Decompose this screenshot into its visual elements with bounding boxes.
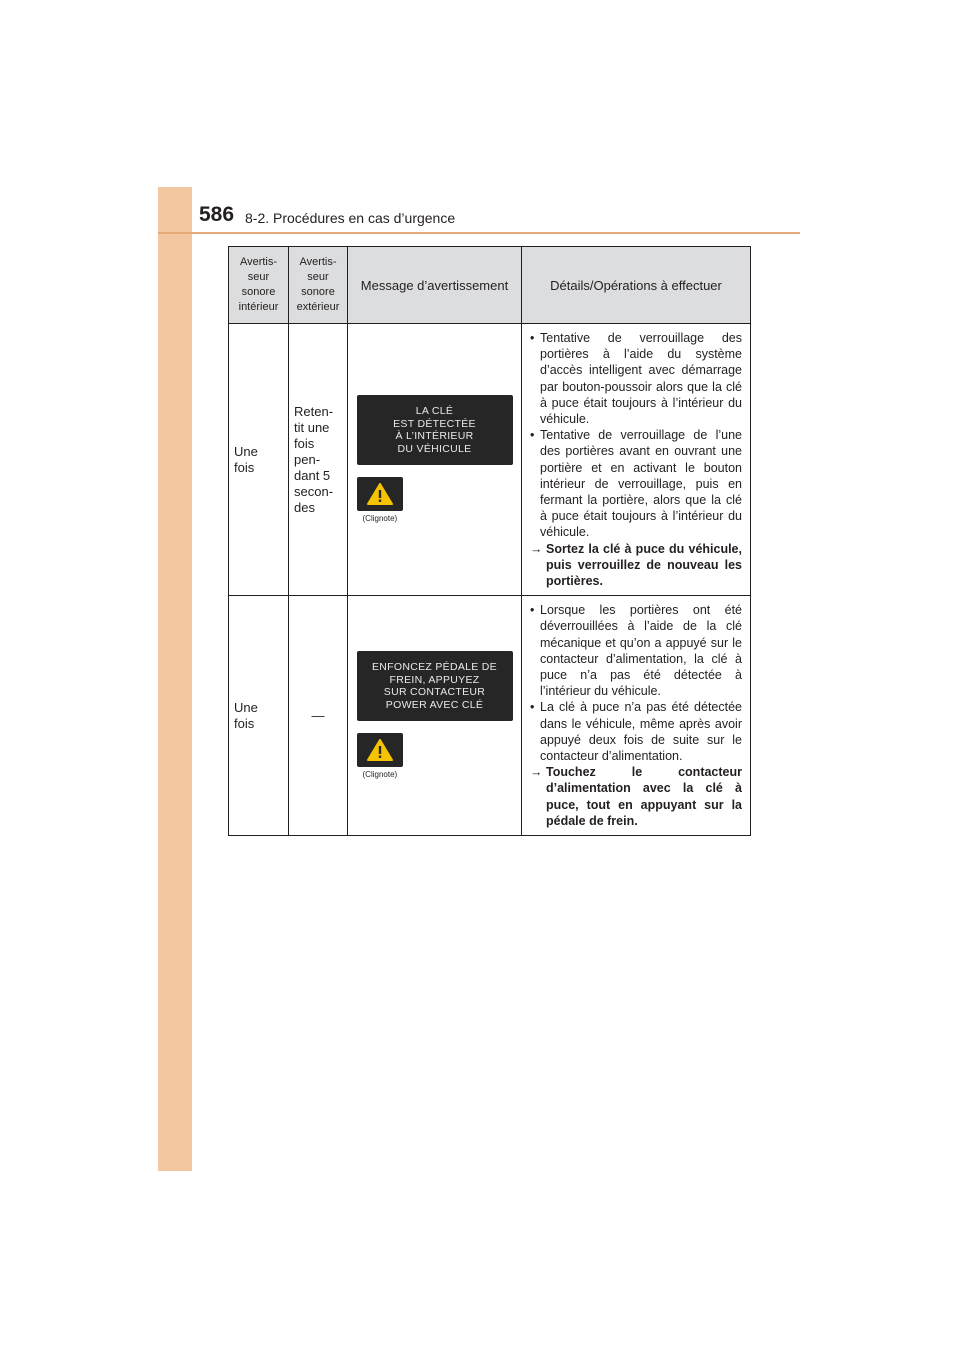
- page-number: 586: [199, 203, 235, 226]
- details-cell: [522, 324, 751, 596]
- detail-bullet: • Tentative de verrouillage de l’une des portières avant en ouvrant une portière et en activant le bouton intérieur de verrouillage, puis en fermant la portière, alors que la clé à puce était toujours à l’intérieur du véhicule.: [530, 428, 742, 540]
- exterior-buzzer-cell: Reten- tit une fois pen- dant 5 secon- des: [289, 324, 348, 596]
- interior-buzzer-cell: Une fois: [229, 596, 289, 836]
- header-details: Détails/Opérations à effectuer: [522, 247, 751, 324]
- exterior-buzzer-cell: —: [289, 596, 348, 836]
- section-title: 8-2. Procédures en cas d’urgence: [245, 210, 456, 226]
- table-row: [229, 596, 751, 836]
- flashing-caption: (Clignote): [362, 514, 398, 524]
- right-arrow-icon: →: [530, 541, 543, 556]
- header-rule: [158, 232, 800, 234]
- header-interior-buzzer: Avertis- seur sonore intérieur: [229, 247, 289, 324]
- warning-message-cell: [348, 324, 522, 596]
- interior-buzzer-cell: Une fois: [229, 324, 289, 596]
- table-row: [229, 324, 751, 596]
- detail-bullet: • Tentative de verrouillage des portières à l’aide du système d’accès intelligent avec démarrage par bouton-poussoir alors que la clé à puce était toujours à l’intérieur du véhicule.: [530, 331, 742, 427]
- action-instruction: → Touchez le contacteur d’alimentation avec la clé à puce, tout en appuyant sur la pédale de frein.: [530, 765, 742, 828]
- right-arrow-icon: →: [530, 765, 543, 780]
- table-header-row: [229, 247, 751, 324]
- header-warning-message: Message d’avertissement: [348, 247, 522, 324]
- flashing-caption: (Clignote): [362, 770, 398, 780]
- display-message-screen: LA CLÉ EST DÉTECTÉE À L’INTÉRIEUR DU VÉHICULE: [357, 395, 513, 465]
- header-exterior-buzzer: Avertis- seur sonore extérieur: [289, 247, 348, 324]
- warning-message-cell: [348, 596, 522, 836]
- details-cell: [522, 596, 751, 836]
- display-message-screen: ENFONCEZ PÉDALE DE FREIN, APPUYEZ SUR CONTACTEUR POWER AVEC CLÉ: [357, 651, 513, 721]
- detail-bullet: • Lorsque les portières ont été déverrouillées à l’aide de la clé mécanique et qu’on a appuyé sur le contacteur d’alimentation, la clé à puce n’a pas été détectée à l’intérieur du véhicule.: [530, 603, 742, 699]
- detail-bullet: • La clé à puce n’a pas été détectée dans le véhicule, même après avoir appuyé deux fois de suite sur le contacteur d’alimentation.: [530, 700, 742, 764]
- warning-triangle-icon: [357, 477, 403, 511]
- warning-triangle-icon: [357, 733, 403, 767]
- action-instruction: → Sortez la clé à puce du véhicule, puis verrouillez de nouveau les portières.: [530, 541, 742, 589]
- side-color-band: [158, 187, 192, 1171]
- warning-table: [228, 246, 751, 836]
